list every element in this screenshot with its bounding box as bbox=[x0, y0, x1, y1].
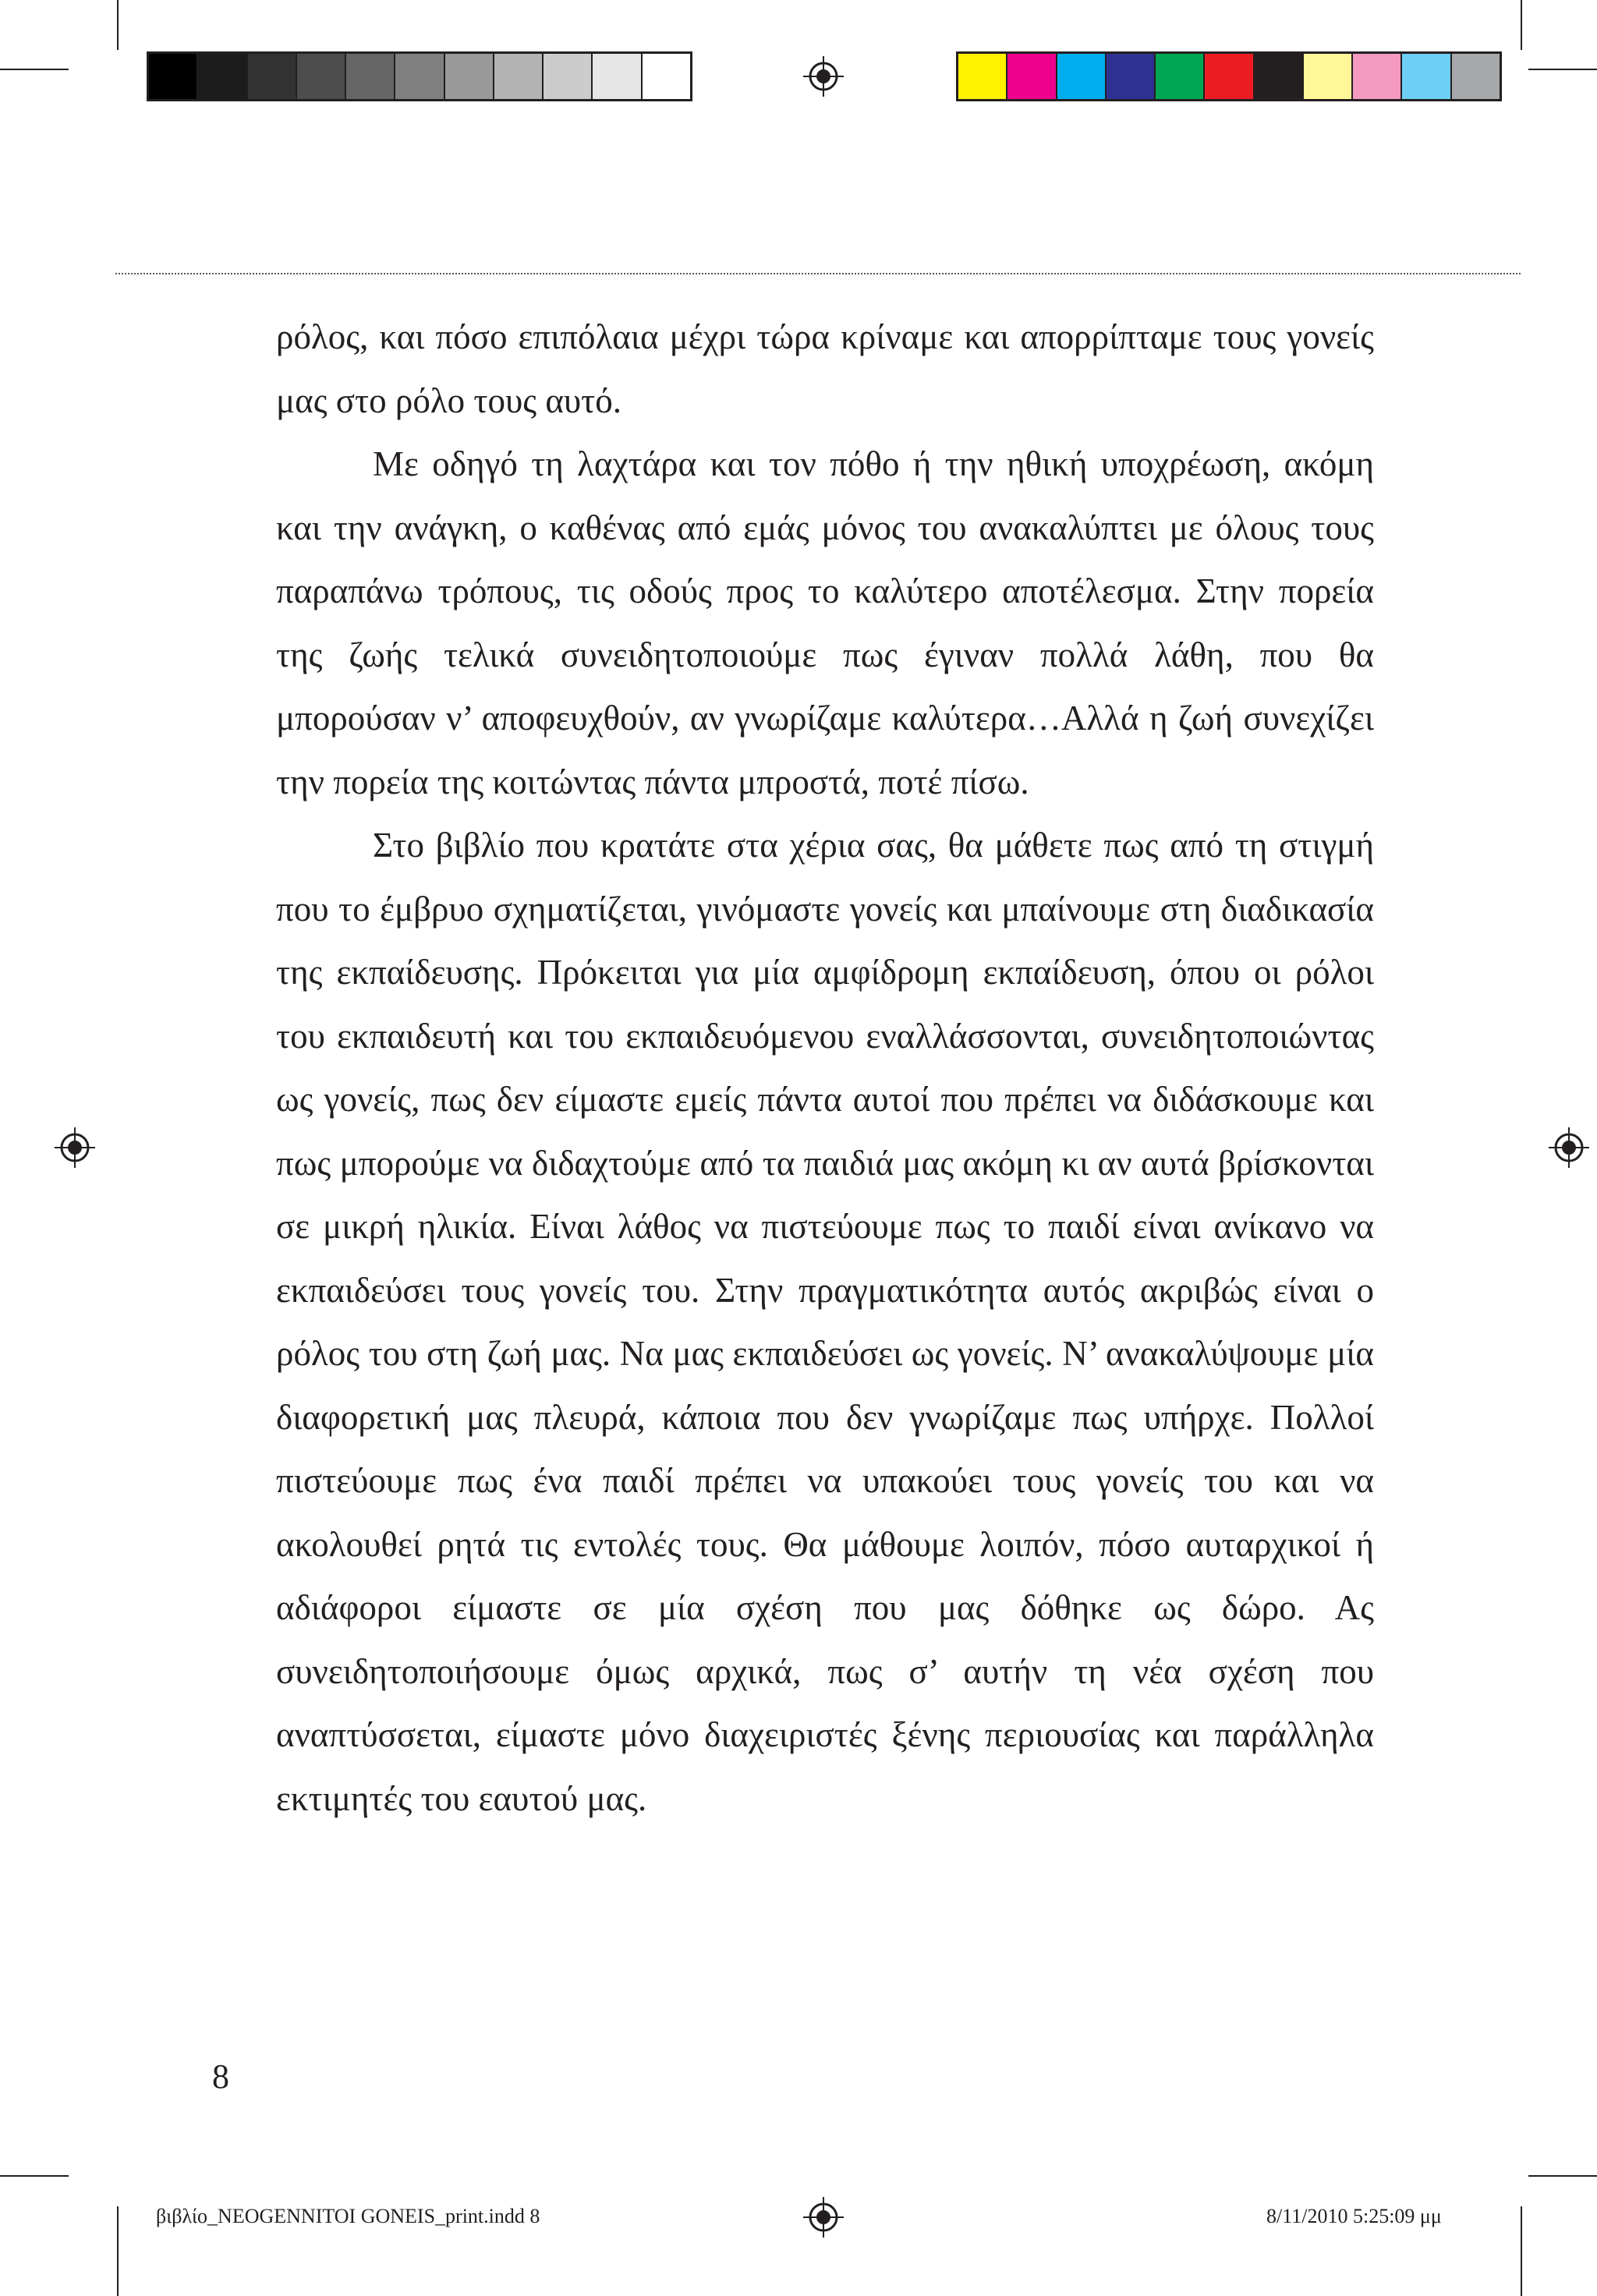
color-swatch bbox=[494, 54, 544, 99]
registration-mark-icon bbox=[803, 2197, 844, 2238]
color-swatch bbox=[1107, 54, 1156, 99]
color-swatch bbox=[1156, 54, 1205, 99]
crop-mark bbox=[1528, 69, 1597, 70]
crop-mark bbox=[0, 2175, 69, 2177]
color-swatch bbox=[149, 54, 198, 99]
crop-mark bbox=[117, 2206, 119, 2296]
registration-mark-icon bbox=[1549, 1127, 1589, 1168]
color-swatch bbox=[395, 54, 444, 99]
color-swatch bbox=[248, 54, 297, 99]
color-swatch bbox=[297, 54, 346, 99]
color-swatch bbox=[1057, 54, 1107, 99]
body-text bbox=[276, 306, 1374, 1831]
color-swatch bbox=[958, 54, 1007, 99]
registration-mark-icon bbox=[55, 1127, 95, 1168]
paragraph: Στο βιβλίο που κρατάτε στα χέρια σας, θα μάθετε πως από τη στιγμή που το έμβρυο σχηματίζεται, γινόμαστε γονείς και μπαίνουμε στη διαδικασία της εκπαίδευσης. Πρόκειται για μία αμφίδρομη εκπαίδευση, όπου οι ρόλοι του εκπαιδευτή και του εκπαιδευόμενου εναλλάσσονται, συνειδητοποιώντας ως γονείς, πως δεν είμαστε εμείς πάντα αυτοί που πρέπει να διδάσκουμε και πως μπορούμε να διδαχτούμε από τα παιδιά μας ακόμη κι αν αυτά βρίσκονται σε μικρή ηλικία. Είναι λάθος να πιστεύουμε πως το παιδί είναι ανίκανο να εκπαιδεύσει τους γονείς του. Στην πραγματικότητα αυτός ακριβώς είναι ο ρόλος του στη ζωή μας. Να μας εκπαιδεύσει ως γονείς. Ν’ ανακαλύψουμε μία διαφορετική μας πλευρά, κάποια που δεν γνωρίζαμε πως υπήρχε. Πολλοί πιστεύουμε πως ένα παιδί πρέπει να υπακούει τους γονείς του και να ακολουθεί ρητά τις εντολές τους. Θα μάθουμε λοιπόν, πόσο αυταρχικοί ή αδιάφοροι είμαστε σε μία σχέση που μας δόθηκε ως δώρο. Ας συνειδητοποιήσουμε όμως αρχικά, πως σ’ αυτήν τη νέα σχέση που αναπτύσσεται, είμαστε μόνο διαχειριστές ξένης περιουσίας και παράλληλα εκτιμητές του εαυτού μας. bbox=[276, 826, 1374, 1818]
paragraph: Με οδηγό τη λαχτάρα και τον πόθο ή την ηθική υποχρέωση, ακόμη και την ανάγκη, ο καθένας από εμάς μόνος του ανακαλύπτει με όλους τους παραπάνω τρόπους, τις οδούς προς το καλύτερο αποτέλεσμα. Στην πορεία της ζωής τελικά συνειδητοποιούμε πως έγιναν πολλά λάθη, που θα μπορούσαν ν’ αποφευχθούν, αν γνωρίζαμε καλύτερα…Αλλά η ζωή συνεχίζει την πορεία της κοιτώντας πάντα μπροστά, ποτέ πίσω. bbox=[276, 444, 1374, 801]
color-swatch bbox=[1255, 54, 1304, 99]
color-swatch bbox=[1402, 54, 1451, 99]
slug-datetime: 8/11/2010 5:25:09 μμ bbox=[1266, 2205, 1442, 2227]
color-swatch bbox=[1304, 54, 1353, 99]
crop-mark bbox=[0, 69, 69, 70]
slug-filename: βιβλίο_NEOGENNITOI GONEIS_print.indd 8 bbox=[156, 2205, 540, 2227]
trim-line bbox=[115, 273, 1521, 274]
crop-mark bbox=[117, 0, 119, 50]
color-swatch bbox=[1353, 54, 1402, 99]
color-swatch bbox=[1205, 54, 1254, 99]
color-swatch bbox=[346, 54, 395, 99]
color-swatch bbox=[1007, 54, 1057, 99]
color-swatch bbox=[544, 54, 593, 99]
color-swatch bbox=[593, 54, 642, 99]
color-swatch bbox=[198, 54, 247, 99]
color-swatch bbox=[643, 54, 690, 99]
crop-mark bbox=[1521, 2206, 1522, 2296]
crop-mark bbox=[1521, 0, 1522, 50]
crop-mark bbox=[1528, 2175, 1597, 2177]
color-swatch bbox=[445, 54, 494, 99]
grayscale-color-bar bbox=[147, 51, 692, 101]
process-color-bar bbox=[956, 51, 1502, 101]
registration-mark-icon bbox=[803, 56, 844, 97]
color-swatch bbox=[1452, 54, 1500, 99]
page-number: 8 bbox=[212, 2057, 229, 2096]
paragraph: ρόλος, και πόσο επιπόλαια μέχρι τώρα κρίναμε και απορρίπταμε τους γονείς μας στο ρόλο τους αυτό. bbox=[276, 317, 1374, 420]
